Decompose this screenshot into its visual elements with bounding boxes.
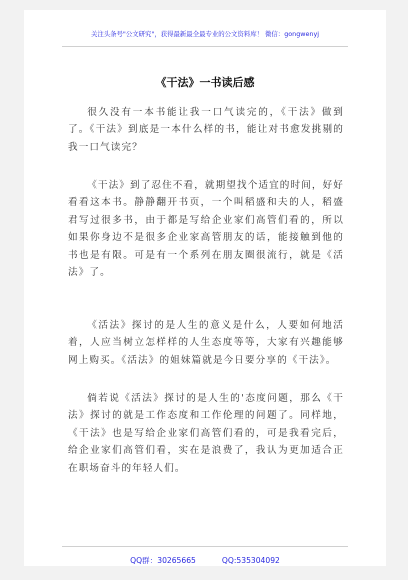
paragraph: 《活法》探讨的是人生的意义是什么，人要如何地活着，人应当树立怎样样的人生态度等等，大家有兴趣能够网上购买。《活法》的姐妹篇就是今日要分享的《干法》。	[68, 320, 344, 366]
document-title: 《干法》一书读后感	[155, 76, 255, 89]
page-header: 关注头条号"公文研究"，获得最新最全最专业的公文资料库！ 微信：gongwenyj	[90, 30, 320, 38]
footer-divider	[62, 546, 348, 547]
paragraph: 很久没有一本书能让我一口气读完的，《干法》做到了。《干法》到底是一本什么样的书，能让对书愈发挑剔的我一口气读完？	[68, 107, 344, 153]
header-divider	[62, 46, 348, 47]
document-page	[24, 10, 386, 566]
paragraph: 《干法》到了忍住不看，就期望找个适宜的时间，好好看看这本书。静静翻开书页，一个叫稻盛和夫的人，稻盛君写过很多书，由于都是写给企业家们高管们看的，所以如果你身边不是很多企业家高管朋友的话，能接触到他的书也是有限。可是有一个系列在朋友圈很流行，就是《活法》了。	[68, 180, 344, 279]
footer-qq: QQ:535304092	[221, 556, 280, 565]
page-footer	[24, 555, 386, 566]
footer-qq-group: QQ群：30265665	[130, 556, 196, 565]
paragraph: 倘若说《活法》探讨的是人生的'态度问题，那么《干法》探讨的就是工作态度和工作伦理的问题了。同样地，《干法》也是写给企业家们高管们看的，可是我看完后，给企业家们高管们看，实在是浪费了，我认为更加适合正在职场奋斗的年轻人们。	[68, 393, 344, 474]
